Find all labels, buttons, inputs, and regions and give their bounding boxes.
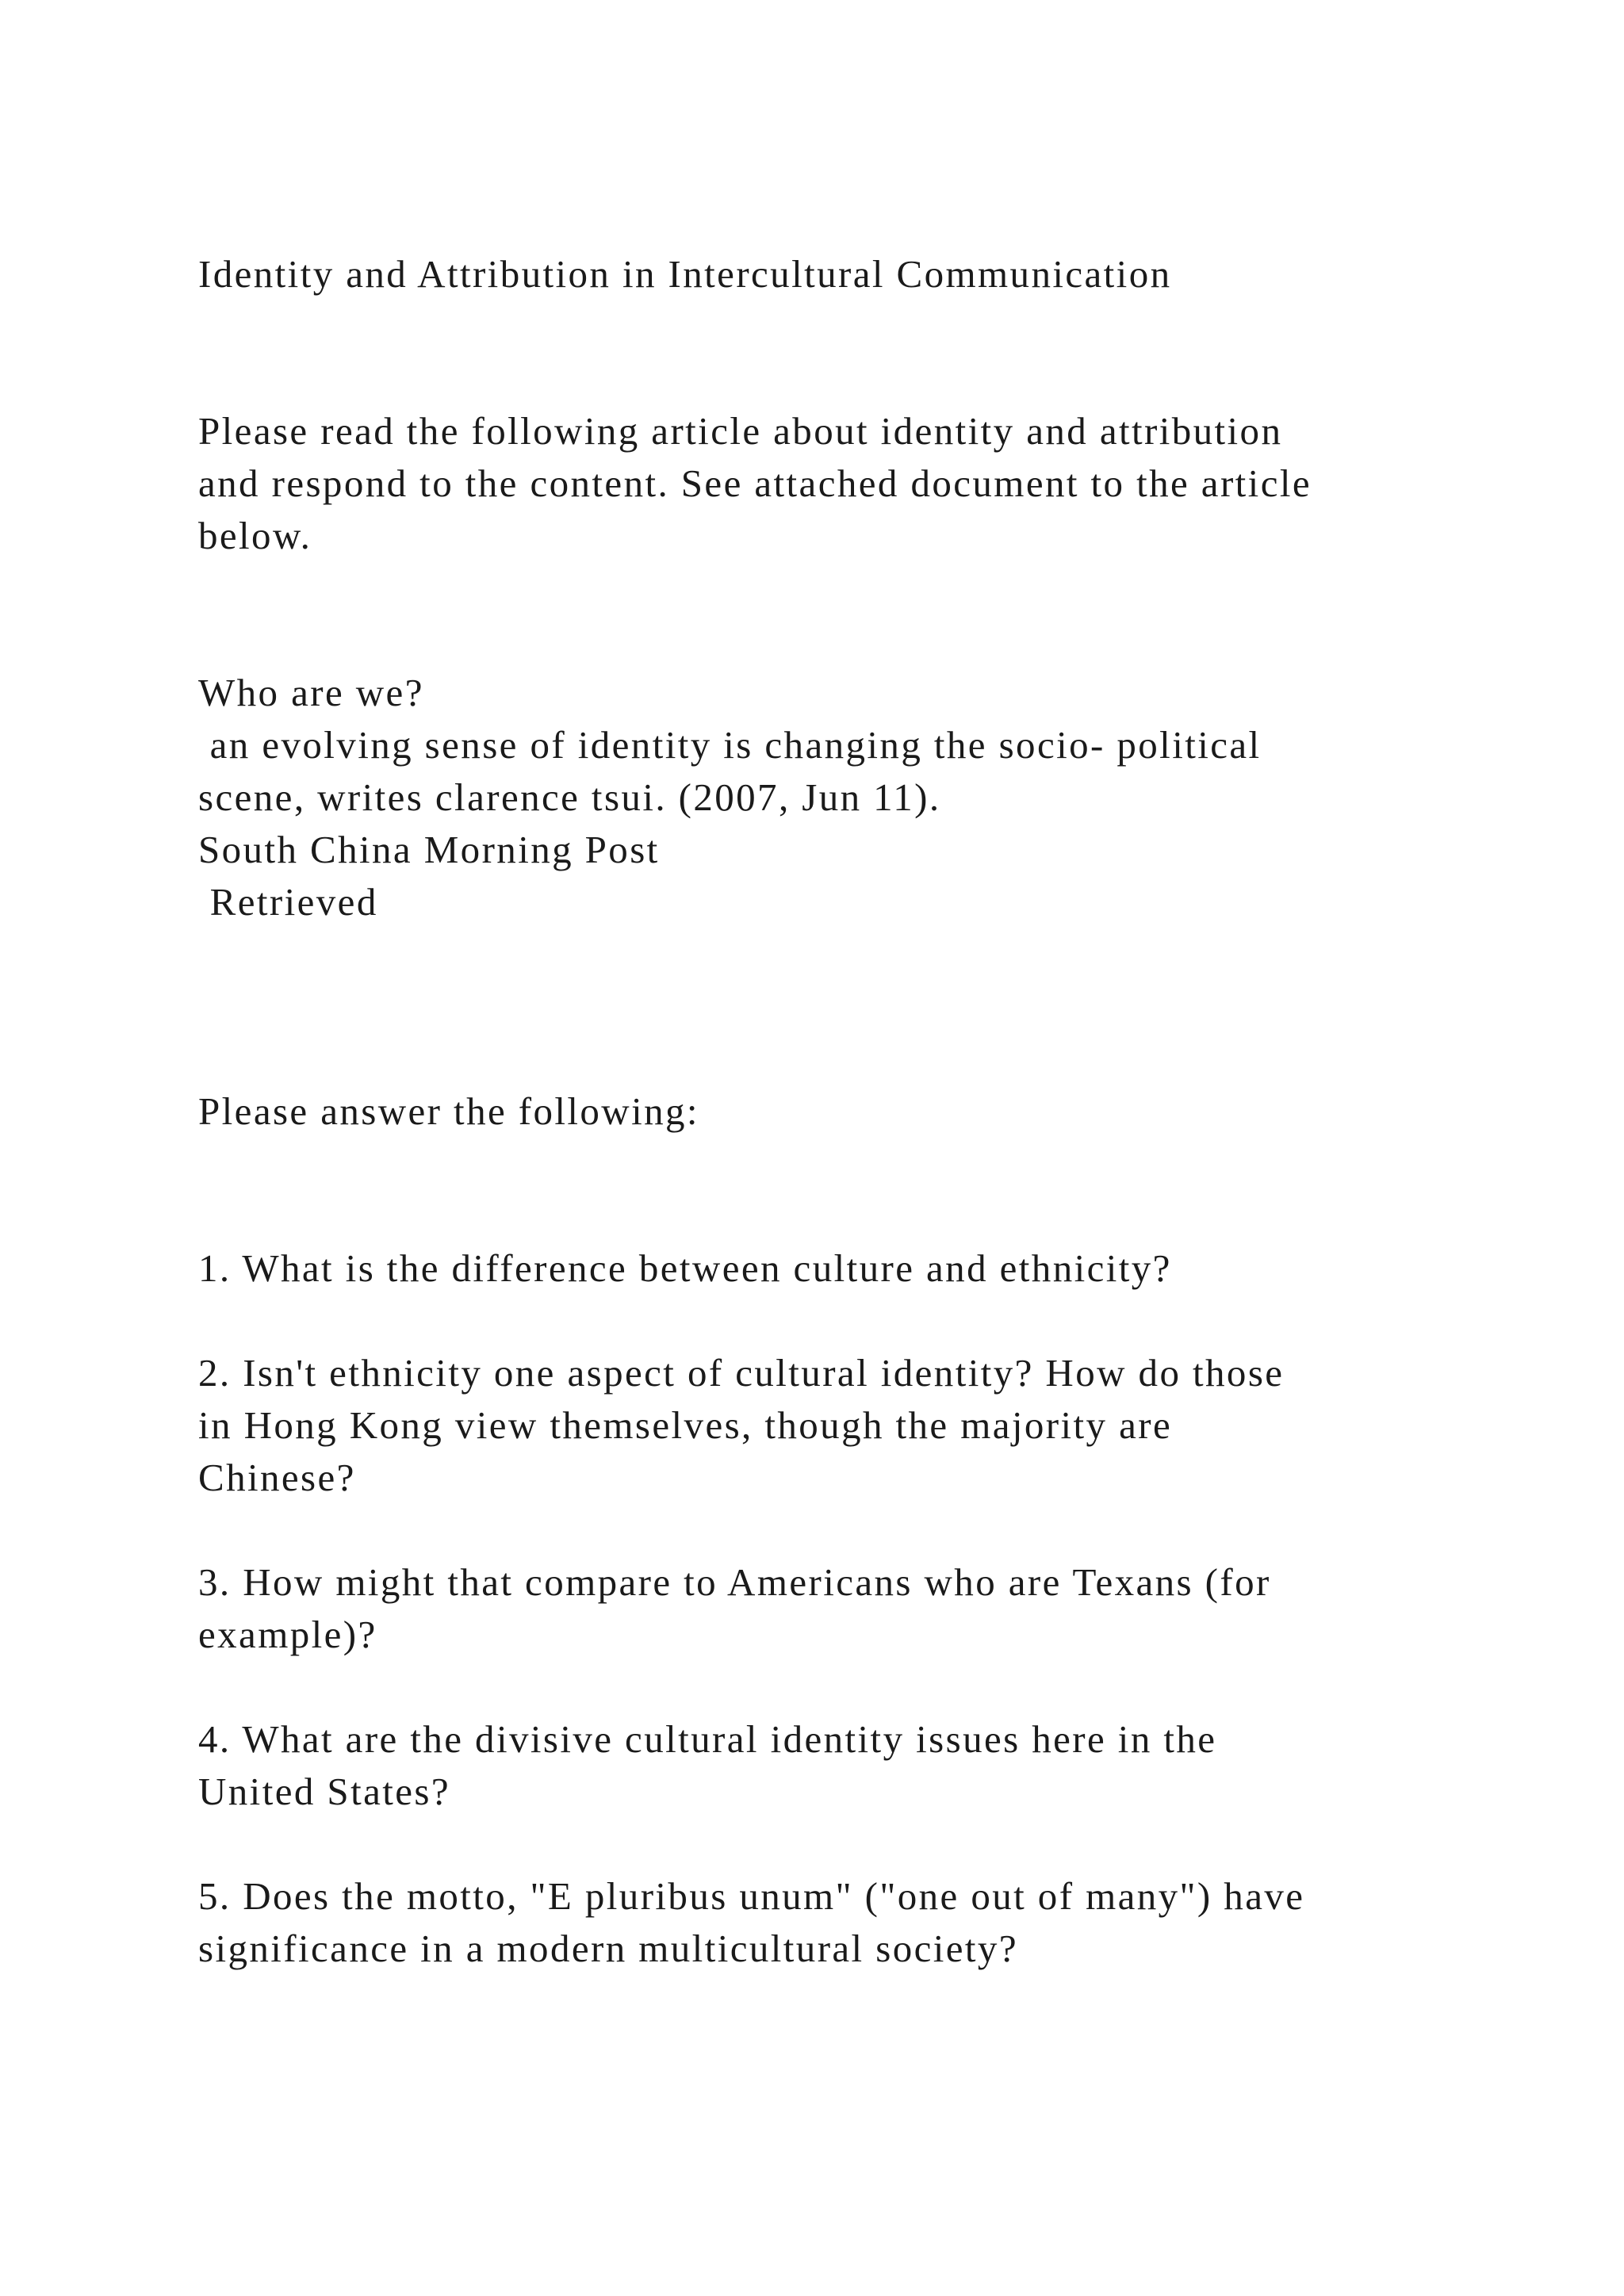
intro-line: below. bbox=[198, 514, 312, 557]
question-line: 4. What are the divisive cultural identity issues here in the bbox=[198, 1717, 1217, 1761]
intro-line: and respond to the content. See attached document to the article bbox=[198, 461, 1312, 505]
prompt-text: Please answer the following: bbox=[198, 1089, 699, 1133]
question-line: 5. Does the motto, "E pluribus unum" ("one out of many") have bbox=[198, 1874, 1305, 1918]
question-line: 1. What is the difference between culture and ethnicity? bbox=[198, 1246, 1172, 1290]
question-line: example)? bbox=[198, 1613, 377, 1656]
intro-line: Please read the following article about identity and attribution bbox=[198, 409, 1283, 453]
question-line: United States? bbox=[198, 1770, 451, 1813]
question-line: 3. How might that compare to Americans who are Texans (for bbox=[198, 1560, 1271, 1604]
question-line: significance in a modern multicultural society? bbox=[198, 1927, 1018, 1970]
citation-line: Who are we? bbox=[198, 671, 424, 714]
question-line: Chinese? bbox=[198, 1456, 356, 1499]
question-line: in Hong Kong view themselves, though the majority are bbox=[198, 1403, 1173, 1447]
citation-line: Retrieved bbox=[198, 880, 378, 924]
document-title: Identity and Attribution in Intercultural Communication bbox=[198, 252, 1172, 296]
citation-line: scene, writes clarence tsui. (2007, Jun 11). bbox=[198, 775, 941, 819]
question-line: 2. Isn't ethnicity one aspect of cultural identity? How do those bbox=[198, 1351, 1285, 1395]
citation-line: South China Morning Post bbox=[198, 828, 660, 871]
citation-line: an evolving sense of identity is changing the socio- political bbox=[198, 723, 1262, 767]
